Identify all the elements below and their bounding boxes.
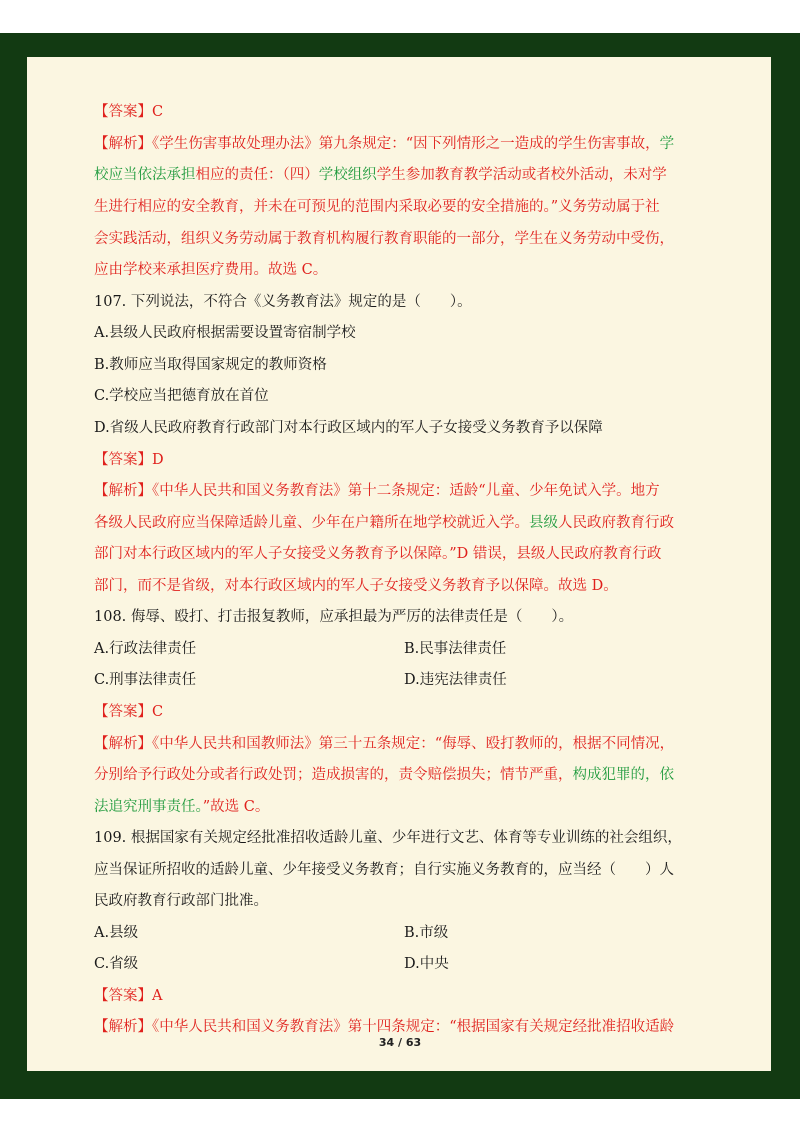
q107-exp-text: 人民政府教育行政 xyxy=(558,515,674,531)
q108-exp-text: 分别给予行政处分或者行政处罚；造成损害的，责令赔偿损失；情节严重， xyxy=(94,767,573,783)
q108-exp-text: ”故选 C。 xyxy=(202,799,270,815)
q106-explanation-line-3: 生进行相应的安全教育，并未在可预见的范围内采取必要的安全措施的。”义务劳动属于社 xyxy=(94,199,660,215)
q106-answer: 【答案】C xyxy=(94,104,164,120)
q108-explanation-line-1: 【解析】《中华人民共和国教师法》第三十五条规定：“侮辱、殴打教师的，根据不同情况， xyxy=(94,736,675,752)
q108-explanation-line-2 xyxy=(94,765,674,785)
q107-answer: 【答案】D xyxy=(94,452,164,468)
q109-option-d: D.中央 xyxy=(404,956,449,972)
q107-option-a: A.县级人民政府根据需要设置寄宿制学校 xyxy=(94,325,356,341)
q109-option-a: A.县级 xyxy=(94,925,139,941)
q108-explanation-line-3 xyxy=(94,797,269,817)
q108-exp-highlight: 法追究刑事责任。 xyxy=(94,799,203,815)
q107-stem: 107. 下列说法，不符合《义务教育法》规定的是（ ）。 xyxy=(94,294,472,310)
page-number: 34 / 63 xyxy=(378,1036,422,1049)
q106-explanation-line-2 xyxy=(94,165,667,185)
q106-exp-highlight: 校应当依法承担 xyxy=(94,167,196,183)
q109-stem-line-1: 109. 根据国家有关规定经批准招收适龄儿童、少年进行文艺、体育等专业训练的社会组织， xyxy=(94,830,682,846)
q108-option-b: B.民事法律责任 xyxy=(404,641,507,657)
q108-exp-highlight: 构成犯罪的，依 xyxy=(572,767,674,783)
q109-stem-line-2: 应当保证所招收的适龄儿童、少年接受义务教育；自行实施义务教育的，应当经（ ）人 xyxy=(94,862,674,878)
q109-option-b: B.市级 xyxy=(404,925,449,941)
q107-exp-highlight: 县级 xyxy=(529,515,558,531)
q109-stem-line-3: 民政府教育行政部门批准。 xyxy=(94,893,268,909)
q108-option-a: A.行政法律责任 xyxy=(94,641,197,657)
q108-option-c: C.刑事法律责任 xyxy=(94,672,197,688)
q106-exp-text: 学生参加教育教学活动或者校外活动，未对学 xyxy=(376,167,667,183)
q106-exp-highlight: 学 xyxy=(659,136,675,152)
q107-explanation-line-3: 部门对本行政区域内的军人子女接受义务教育予以保障。”D 错误，县级人民政府教育行政 xyxy=(94,546,662,562)
q106-exp-highlight: 学校组织 xyxy=(318,167,377,183)
q108-answer: 【答案】C xyxy=(94,704,164,720)
q107-option-d: D.省级人民政府教育行政部门对本行政区域内的军人子女接受义务教育予以保障 xyxy=(94,420,603,436)
q109-answer: 【答案】A xyxy=(94,988,163,1004)
q109-explanation-line-1: 【解析】《中华人民共和国义务教育法》第十四条规定：“根据国家有关规定经批准招收适龄 xyxy=(94,1019,675,1035)
q106-explanation-line-5: 应由学校来承担医疗费用。故选 C。 xyxy=(94,262,328,278)
q107-option-c: C.学校应当把德育放在首位 xyxy=(94,388,269,404)
q106-exp-text: 相应的责任：（四） xyxy=(195,167,319,183)
q106-explanation-line-1 xyxy=(94,134,674,154)
q106-explanation-line-4: 会实践活动，组织义务劳动属于教育机构履行教育职能的一部分，学生在义务劳动中受伤， xyxy=(94,231,674,247)
q109-option-c: C.省级 xyxy=(94,956,139,972)
q108-stem: 108. 侮辱、殴打、打击报复教师，应承担最为严厉的法律责任是（ ）。 xyxy=(94,609,574,625)
q108-option-d: D.违宪法律责任 xyxy=(404,672,507,688)
q107-exp-text: 各级人民政府应当保障适龄儿童、少年在户籍所在地学校就近入学。 xyxy=(94,515,529,531)
q107-explanation-line-4: 部门，而不是省级，对本行政区域内的军人子女接受义务教育予以保障。故选 D。 xyxy=(94,578,618,594)
q106-exp-text: 【解析】《学生伤害事故处理办法》第九条规定：“因下列情形之一造成的学生伤害事故， xyxy=(94,136,660,152)
q107-explanation-line-2 xyxy=(94,513,674,533)
q107-explanation-line-1: 【解析】《中华人民共和国义务教育法》第十二条规定：适龄“儿童、少年免试入学。地方 xyxy=(94,483,660,499)
q107-option-b: B.教师应当取得国家规定的教师资格 xyxy=(94,357,327,373)
